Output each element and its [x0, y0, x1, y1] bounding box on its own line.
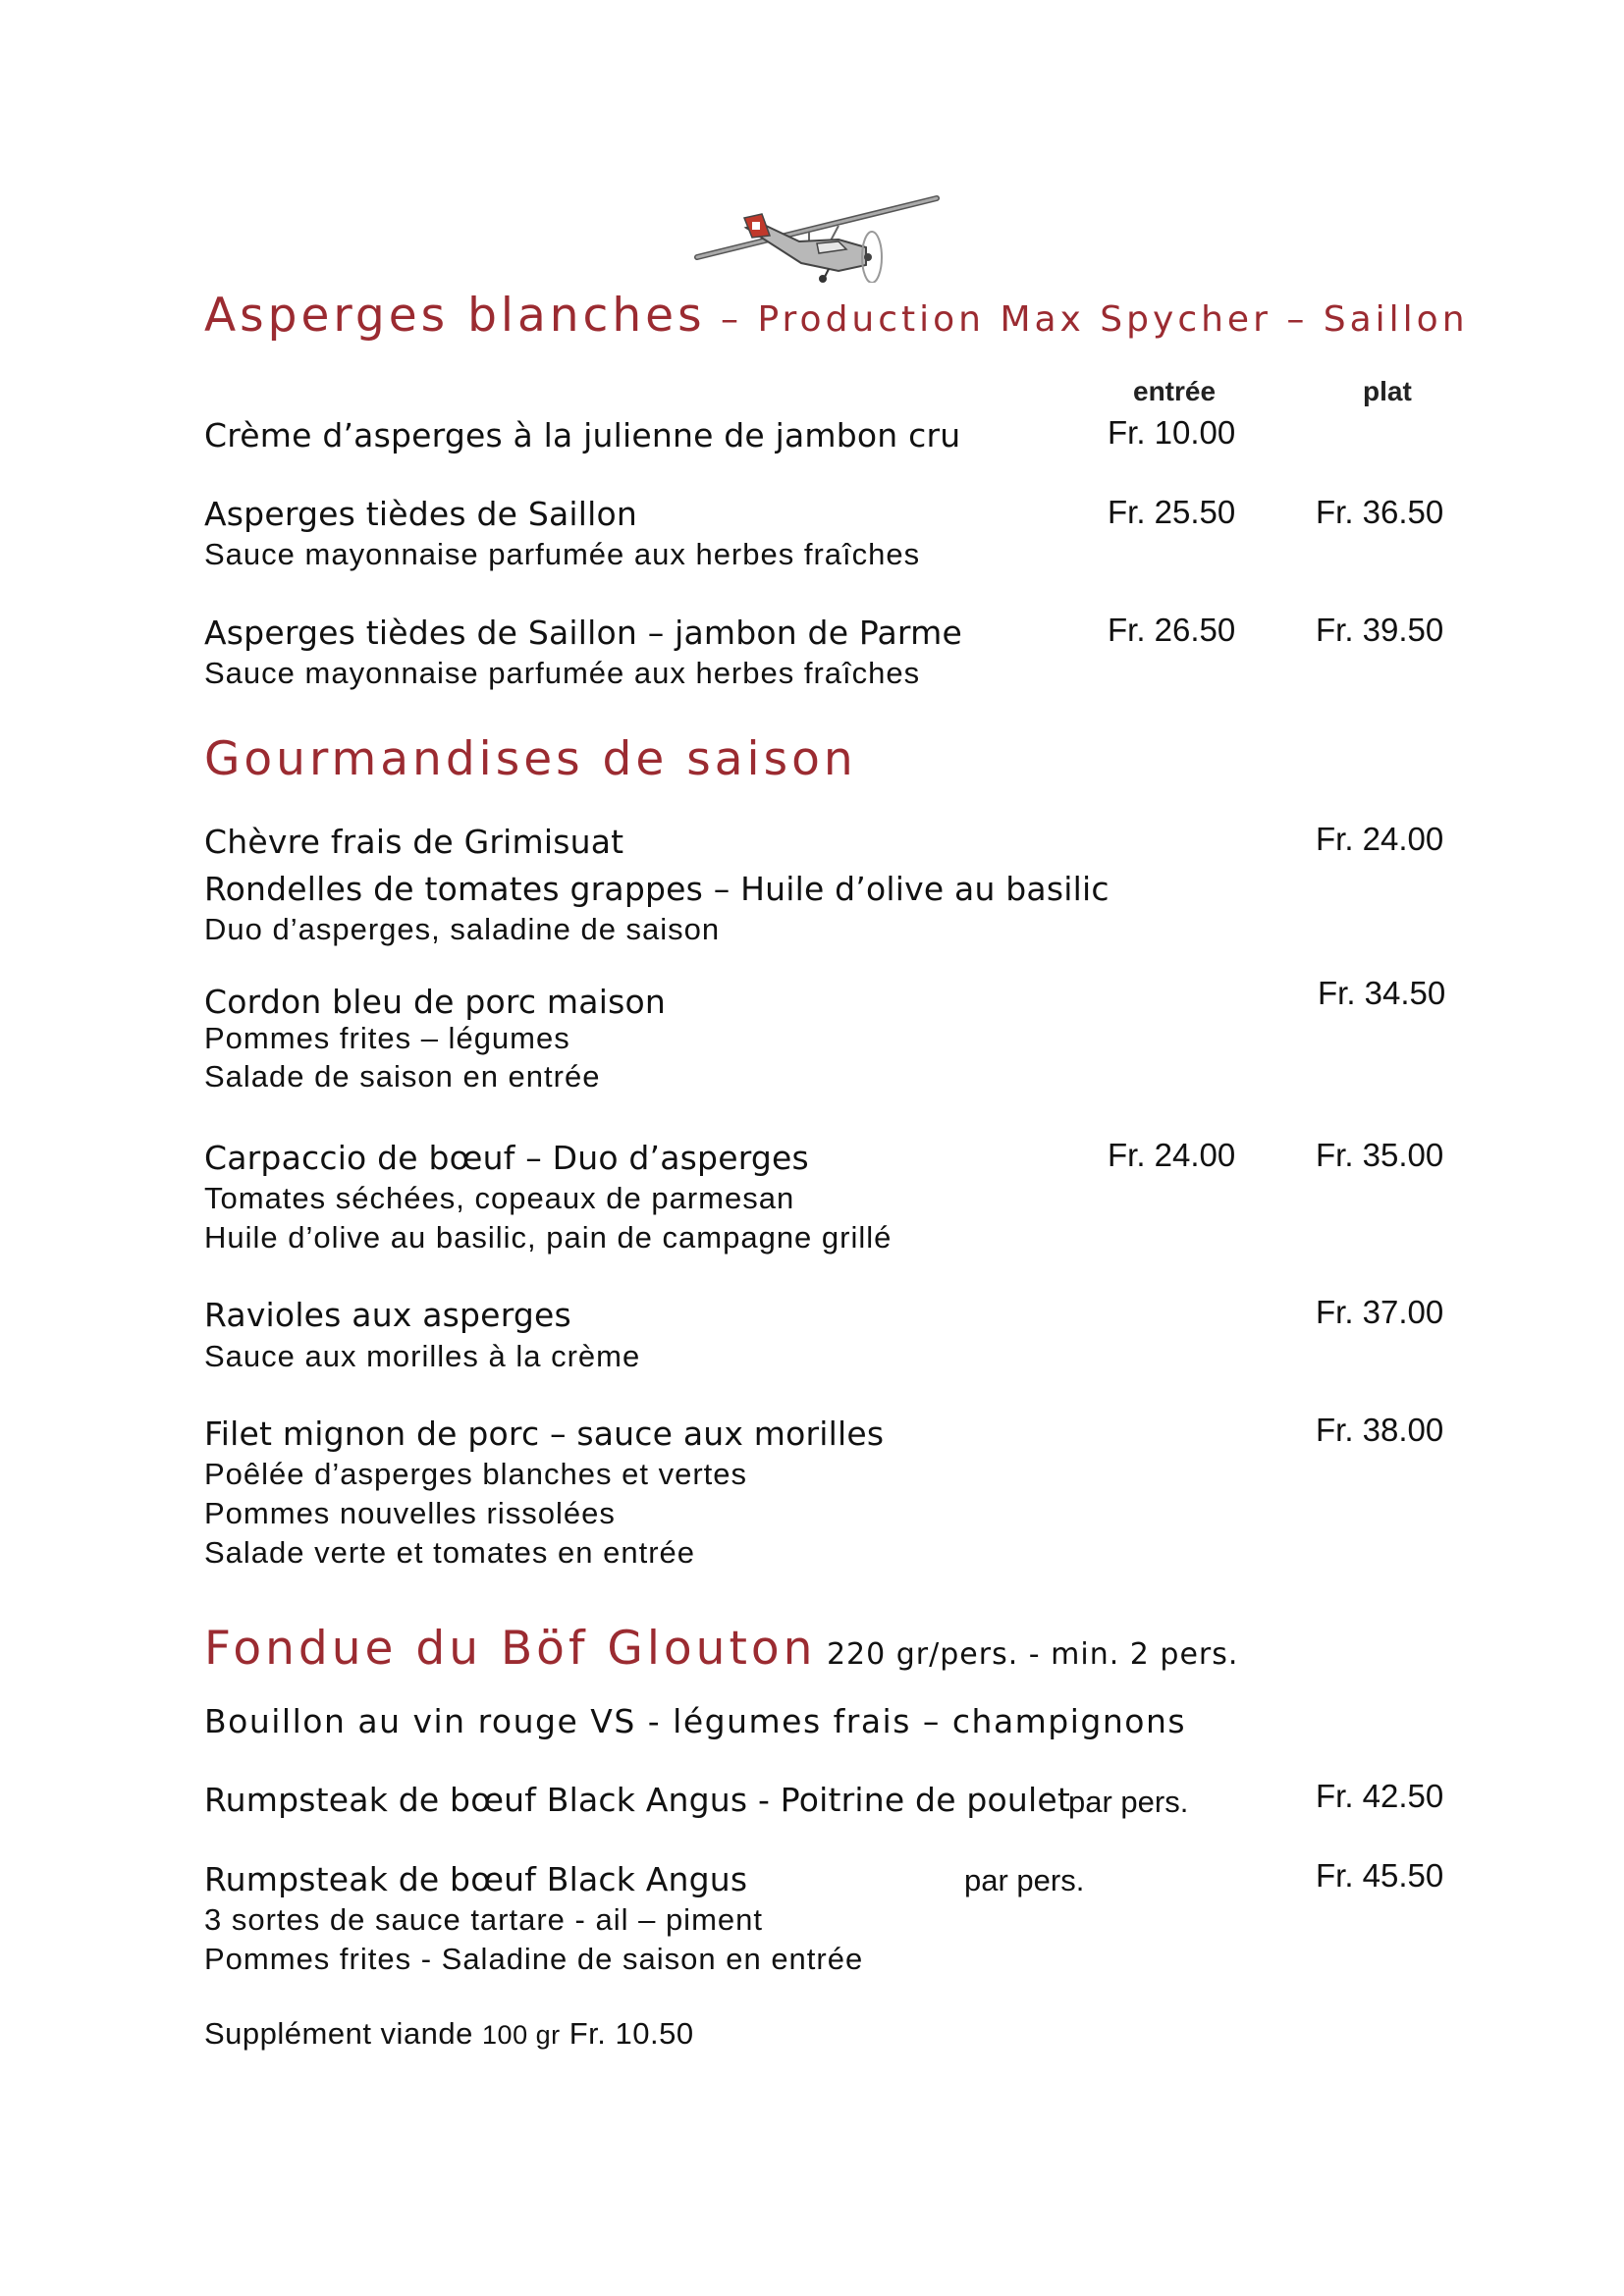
section-subtitle: – Production Max Spycher – Saillon [705, 299, 1469, 340]
dish-description: Duo d’asperges, saladine de saison [204, 912, 721, 946]
price-entree: Fr. 24.00 [1108, 1137, 1236, 1173]
price-entree: Fr. 25.50 [1108, 494, 1236, 530]
dish-name: Ravioles aux asperges [204, 1296, 571, 1334]
price-plat: Fr. 38.00 [1316, 1412, 1444, 1448]
supplement-price: Fr. 10.50 [560, 2016, 694, 2051]
dish-name: Asperges tièdes de Saillon [204, 495, 637, 533]
dish-name: Rumpsteak de bœuf Black Angus [204, 1860, 748, 1898]
price-plat: Fr. 34.50 [1318, 975, 1446, 1011]
price-plat: Fr. 24.00 [1316, 821, 1444, 857]
dish-name-secondary: Rondelles de tomates grappes – Huile d’olive au basilic [204, 870, 1110, 908]
per-person-label: par pers. [1068, 1785, 1189, 1819]
dish-description: Pommes nouvelles rissolées [204, 1496, 616, 1530]
section-title-text: Asperges blanches [204, 289, 706, 343]
section-title-fondue [204, 1622, 1238, 1676]
price-entree: Fr. 10.00 [1108, 414, 1236, 451]
dish-name: Filet mignon de porc – sauce aux morilles [204, 1415, 885, 1453]
dish-description: Salade de saison en entrée [204, 1059, 601, 1094]
dish-description: Sauce mayonnaise parfumée aux herbes fraîches [204, 656, 921, 690]
dish-description: Tomates séchées, copeaux de parmesan [204, 1181, 795, 1215]
price-plat: Fr. 37.00 [1316, 1294, 1444, 1330]
fondue-intro: Bouillon au vin rouge VS - légumes frais – champignons [204, 1702, 1187, 1740]
dish-description: Pommes frites – légumes [204, 1021, 570, 1055]
supplement-line [204, 2016, 694, 2052]
column-header-entree: entrée [1133, 376, 1217, 406]
per-person-label: par pers. [964, 1863, 1085, 1897]
dish-description: 3 sortes de sauce tartare - ail – piment [204, 1902, 763, 1937]
dish-description: Sauce aux morilles à la crème [204, 1339, 641, 1373]
price-plat: Fr. 45.50 [1316, 1857, 1444, 1894]
dish-name: Cordon bleu de porc maison [204, 983, 666, 1021]
section-title-text: Fondue du Böf Glouton [204, 1622, 817, 1676]
price-plat: Fr. 42.50 [1316, 1778, 1444, 1814]
supplement-text: Supplément viande [204, 2016, 483, 2051]
dish-name: Carpaccio de bœuf – Duo d’asperges [204, 1139, 809, 1177]
dish-description: Poêlée d’asperges blanches et vertes [204, 1457, 747, 1491]
section-subtitle: 220 gr/pers. - min. 2 pers. [816, 1637, 1239, 1672]
price-plat: Fr. 35.00 [1316, 1137, 1444, 1173]
dish-description: Pommes frites - Saladine de saison en entrée [204, 1942, 864, 1976]
dish-name: Asperges tièdes de Saillon – jambon de Parme [204, 614, 962, 652]
column-header-plat: plat [1363, 376, 1412, 406]
price-entree: Fr. 26.50 [1108, 612, 1236, 648]
section-title-gourmandises: Gourmandises de saison [204, 732, 857, 786]
price-plat: Fr. 39.50 [1316, 612, 1444, 648]
price-plat: Fr. 36.50 [1316, 494, 1444, 530]
dish-description: Sauce mayonnaise parfumée aux herbes fraîches [204, 537, 921, 571]
dish-description: Salade verte et tomates en entrée [204, 1535, 696, 1570]
section-title-asperges [204, 289, 1469, 343]
dish-name: Crème d’asperges à la julienne de jambon cru [204, 416, 961, 454]
dish-description: Huile d’olive au basilic, pain de campagne grillé [204, 1220, 893, 1255]
dish-name: Rumpsteak de bœuf Black Angus - Poitrine de poulet [204, 1781, 1071, 1819]
airplane-icon [691, 188, 947, 283]
supplement-qty: 100 gr [482, 2020, 561, 2050]
dish-name: Chèvre frais de Grimisuat [204, 823, 624, 861]
